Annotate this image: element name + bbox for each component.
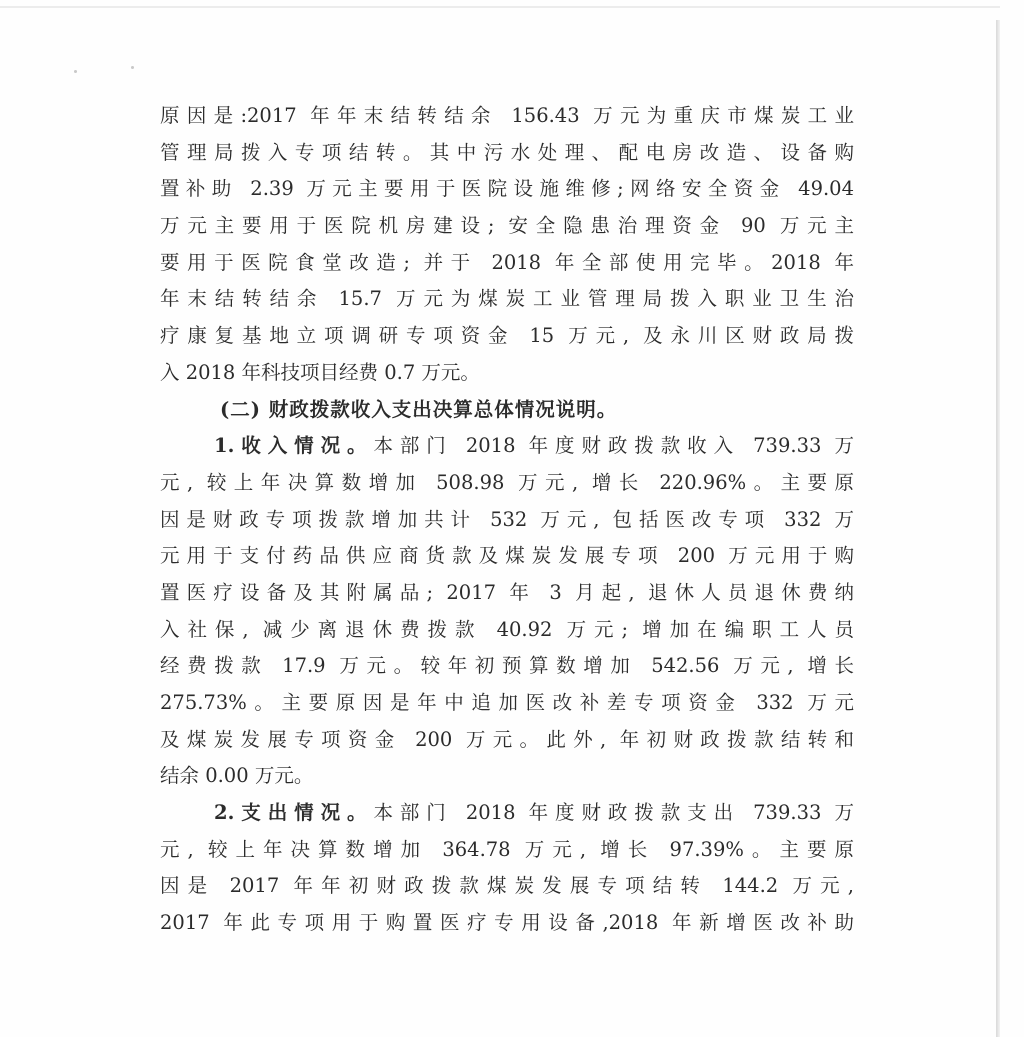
- text-line: 因是财政专项拨款增加共计 532 万元, 包括医改专项 332 万: [160, 507, 854, 531]
- text-line: 元, 较上年决算数增加 508.98 万元, 增长 220.96%。主要原: [160, 470, 854, 494]
- text-line: 及煤炭发展专项资金 200 万元。此外, 年初财政拨款结转和: [160, 727, 854, 751]
- text-line: 因是 2017 年年初财政拨款煤炭发展专项结转 144.2 万元,: [160, 874, 854, 898]
- text-line: 置医疗设备及其附属品; 2017 年 3 月起, 退休人员退休费纳: [160, 580, 854, 604]
- text-line: 入 2018 年科技项目经费 0.7 万元。: [160, 360, 480, 384]
- document-body: [160, 98, 854, 942]
- text-line: 入社保, 减少离退休费拨款 40.92 万元; 增加在编职工人员: [160, 617, 854, 641]
- scan-speck: [131, 66, 134, 69]
- text-line: 疗康复基地立项调研专项资金 15 万元, 及永川区财政局拨: [160, 324, 854, 348]
- text-line: 经费拨款 17.9 万元。较年初预算数增加 542.56 万元, 增长: [160, 654, 854, 678]
- income-lead: 1.收入情况。: [214, 434, 374, 458]
- paragraph-income: [160, 428, 854, 795]
- page-top-edge: [0, 6, 1000, 8]
- text-line: 元, 较上年决算数增加 364.78 万元, 增长 97.39%。主要原: [160, 837, 854, 861]
- text-line: 原因是:2017 年年末结转结余 156.43 万元为重庆市煤炭工业: [160, 104, 854, 127]
- text-line: 要用于医院食堂改造; 并于 2018 年全部使用完毕。2018 年: [160, 250, 854, 274]
- text-line: 置补助 2.39 万元主要用于医院设施维修;网络安全资金 49.04: [160, 177, 854, 201]
- text-line: 万元主要用于医院机房建设; 安全隐患治理资金 90 万元主: [160, 214, 854, 238]
- paragraph-carryover: [160, 98, 854, 392]
- section-heading: (二) 财政拨款收入支出决算总体情况说明。: [220, 397, 618, 421]
- scan-speck: [74, 70, 77, 73]
- text-line: [160, 795, 854, 832]
- text-line: 元用于支付药品供应商货款及煤炭发展专项 200 万元用于购: [160, 544, 854, 568]
- text-line: 结余 0.00 万元。: [160, 764, 314, 788]
- income-first-line: 本部门 2018 年度财政拨款收入 739.33 万: [373, 434, 855, 458]
- text-line: [160, 428, 854, 465]
- text-line: 2017 年此专项用于购置医疗专用设备,2018 年新增医改补助: [160, 911, 854, 935]
- expenditure-first-line: 本部门 2018 年度财政拨款支出 739.33 万: [373, 801, 855, 825]
- text-line: 275.73%。主要原因是年中追加医改补差专项资金 332 万元: [160, 691, 854, 714]
- text-line: 年末结转结余 15.7 万元为煤炭工业管理局拨入职业卫生治: [160, 287, 854, 311]
- expenditure-lead: 2.支出情况。: [214, 801, 374, 825]
- paragraph-expenditure: [160, 795, 854, 942]
- text-line: 管理局拨入专项结转。其中污水处理、配电房改造、设备购: [160, 140, 854, 164]
- page-right-edge: [996, 20, 1000, 1037]
